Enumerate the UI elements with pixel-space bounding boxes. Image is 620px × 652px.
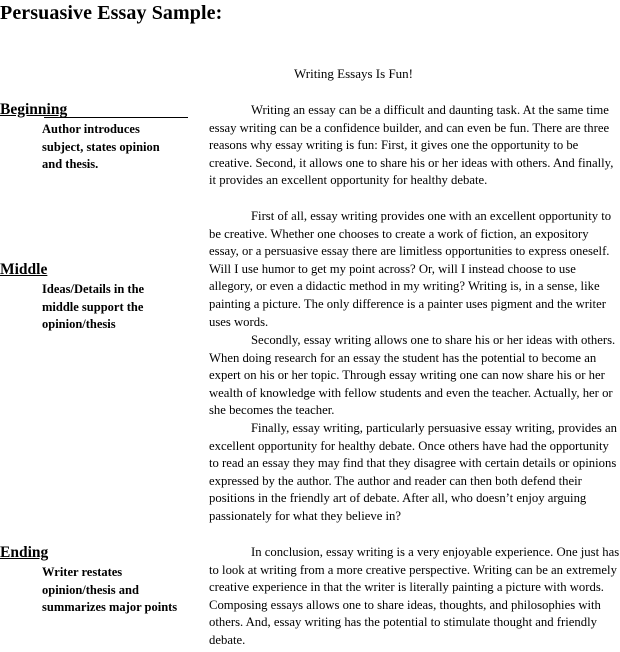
- section-heading-middle: Middle: [0, 261, 48, 278]
- essay-paragraph-body-1: First of all, essay writing provides one with an excellent opportunity to be creative. Whether one chooses to create a work of fiction, an expository essay, or a persuasive essay there are limitless opportunities to express oneself. Will I use humor to get my point across? Or, will I instead choose to use allegory, or even a didactic method in my writing? Writing is, in a sense, like painting a picture. The only difference is a painter uses pigment and the writer uses words.: [209, 209, 612, 329]
- essay-paragraph-introduction: Writing an essay can be a difficult and daunting task. At the same time essay writing can be a confidence builder, and can even be fun. There are three reasons why essay writing is fun: First, it gives one the opportunity to be creative. Second, it allows one to share his or her ideas with others. And finally, it provides an excellent opportunity for healthy debate.: [209, 103, 614, 188]
- section-divider: [44, 117, 188, 118]
- essay-paragraph-body-2: Secondly, essay writing allows one to share his or her ideas with others. When doing research for an essay the student has the potential to become an expert on his or her topic. Through essay writing one can now share his or her wealth of knowledge with fellow students and even the teacher. Actually, her or she becomes the teacher.: [209, 333, 616, 418]
- page-title: Persuasive Essay Sample:: [0, 2, 223, 24]
- essay-paragraph-body-3: Finally, essay writing, particularly persuasive essay writing, provides an excellent opportunity for healthy debate. Once others have had the opportunity to read an essay they may find that they disagree with certain details or opinions expressed by the author. The author and reader can then both defend their positions in the friendly art of debate. After all, who doesn’t enjoy arguing passionately for what they believe in?: [209, 421, 617, 523]
- section-note-ending: Writer restates opinion/thesis and summarizes major points: [42, 565, 178, 614]
- essay-title: Writing Essays Is Fun!: [294, 66, 413, 81]
- essay-paragraph-conclusion: In conclusion, essay writing is a very enjoyable experience. One just has to look at writing from a more creative perspective. Writing can be an extremely creative experience in that the writer is literally painting a picture with words. Composing essays allows one to share ideas, thoughts, and philosophies with others. And, essay writing has the potential to stimulate thought and friendly debate.: [209, 545, 620, 647]
- section-note-beginning: Author introduces subject, states opinion and thesis.: [42, 122, 160, 171]
- section-heading-ending: Ending: [0, 544, 49, 561]
- section-note-middle: Ideas/Details in the middle support the opinion/thesis: [42, 282, 145, 331]
- section-heading-beginning: Beginning: [0, 101, 68, 118]
